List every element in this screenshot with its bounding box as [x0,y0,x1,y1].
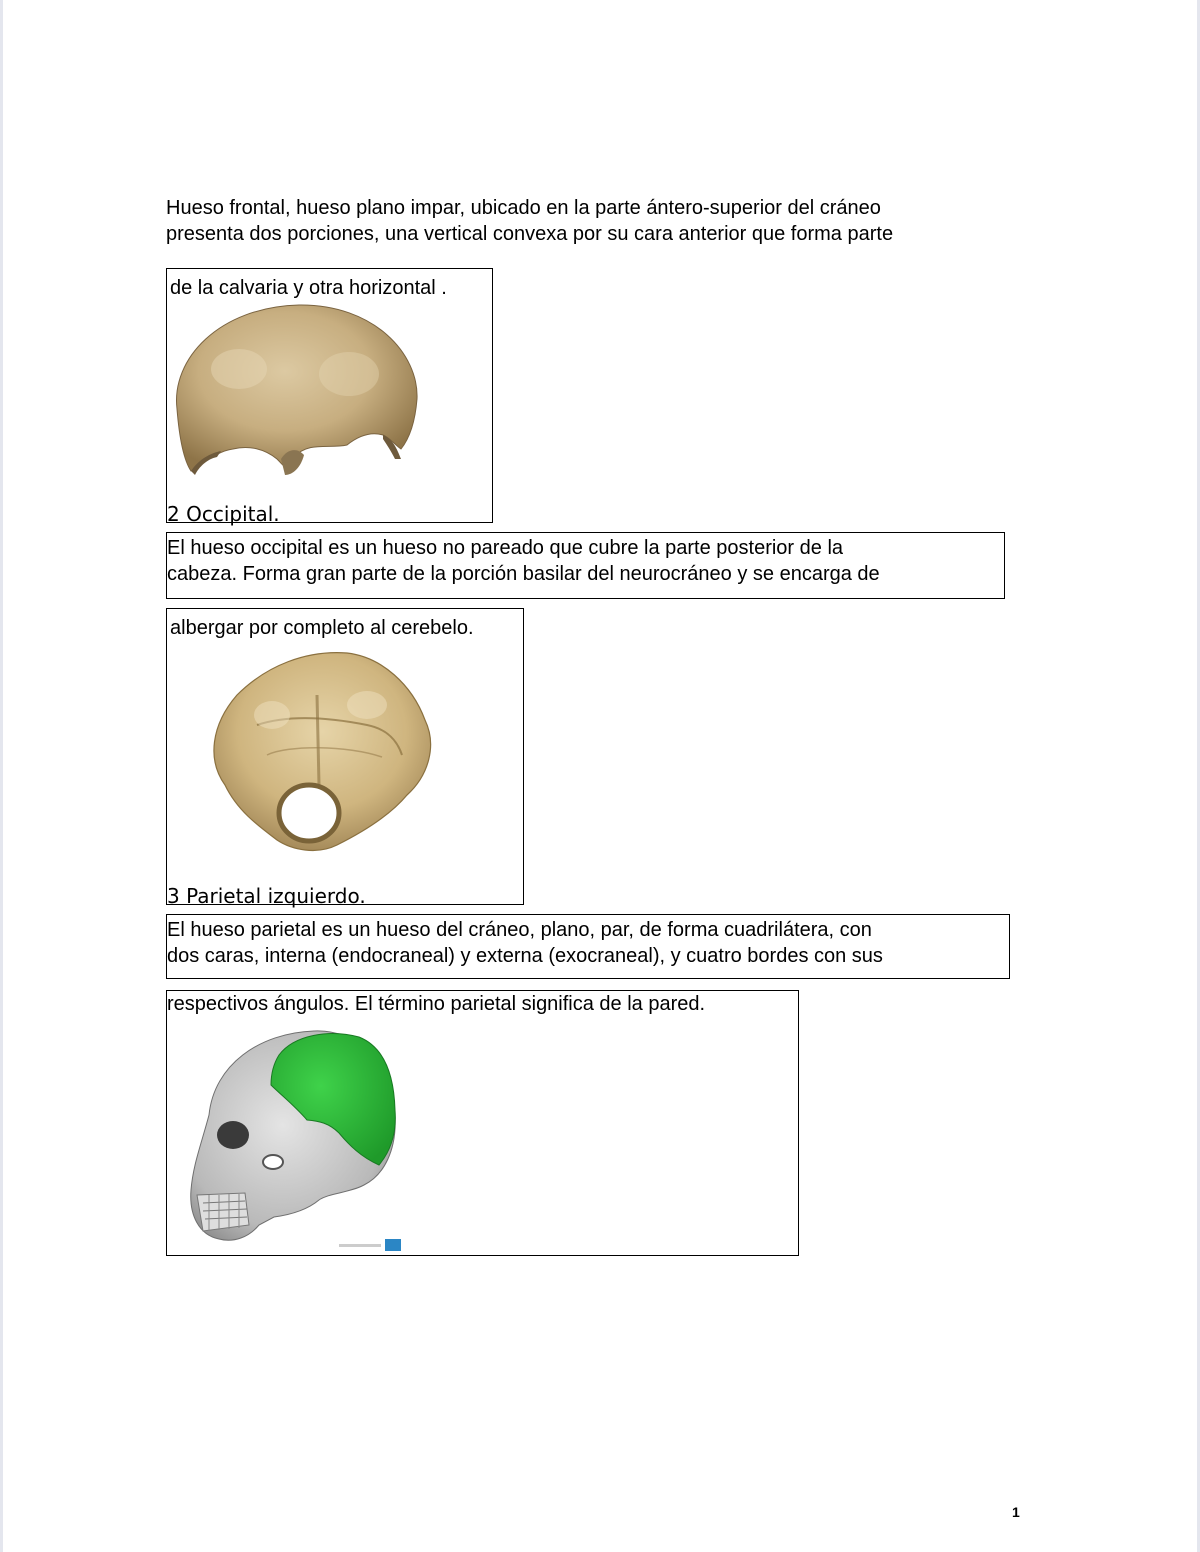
occipital-heading: 2 Occipital. [167,502,280,526]
parietal-line-1: El hueso parietal es un hueso del cráneo, plano, par, de forma cuadrilátera, con [167,919,872,941]
parietal-paragraph [167,917,883,969]
occipital-caption: albergar por completo al cerebelo. [170,617,474,639]
intro-line-1: Hueso frontal, hueso plano impar, ubicado en la parte ántero-superior del cráneo [166,197,881,219]
occipital-line-1: El hueso occipital es un hueso no pareado que cubre la parte posterior de la [167,537,844,559]
occipital-paragraph-box [166,532,1005,599]
parietal-heading: 3 Parietal izquierdo. [167,884,366,908]
parietal-line-2: dos caras, interna (endocraneal) y externa (exocraneal), y cuatro bordes con sus [167,945,883,967]
intro-paragraph [166,195,893,247]
occipital-figure-box [166,608,524,908]
occipital-line-2: cabeza. Forma gran parte de la porción basilar del neurocráneo y se encarga de [167,563,880,585]
occipital-paragraph [167,535,880,587]
frontal-bone-illustration [169,299,424,484]
parietal-figure-box [166,990,799,1256]
frontal-caption: de la calvaria y otra horizontal . [170,277,447,299]
page-edge-left [0,0,3,1552]
intro-line-2: presenta dos porciones, una vertical convexa por su cara anterior que forma parte [166,223,894,245]
frontal-figure-box [166,268,493,526]
page-number: 1 [1012,1504,1020,1520]
skull-parietal-highlight-illustration [179,1025,419,1253]
parietal-caption: respectivos ángulos. El término parietal significa de la pared. [167,993,706,1015]
occipital-bone-illustration [197,645,447,860]
parietal-paragraph-box [166,914,1010,979]
